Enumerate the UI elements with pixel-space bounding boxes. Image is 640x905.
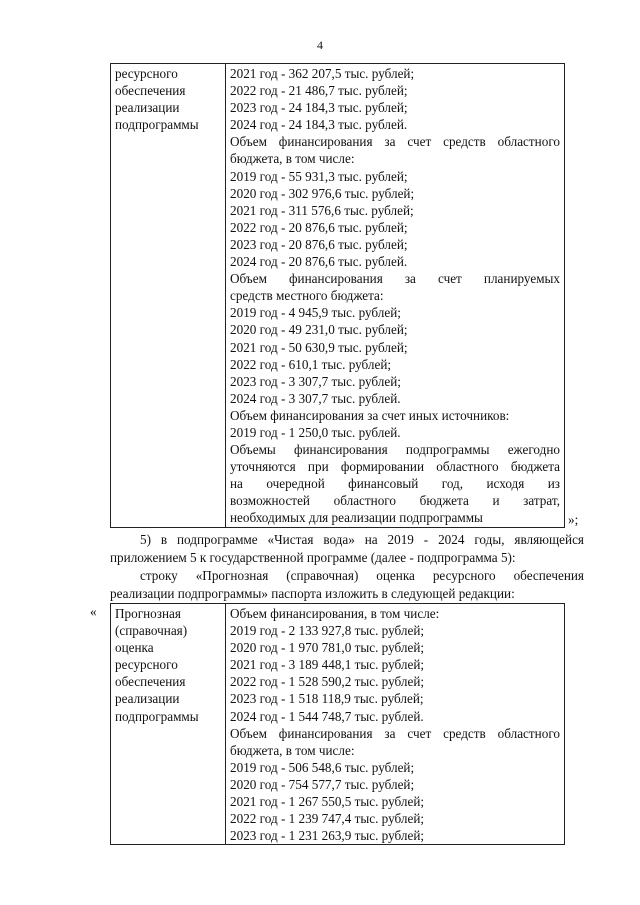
- financing-table-subprogram-4: [110, 63, 565, 528]
- table1-value-line: 2019 год - 4 945,9 тыс. рублей;: [230, 305, 401, 321]
- table2-value-line: 2021 год - 3 189 448,1 тыс. рублей;: [230, 657, 425, 673]
- opening-quote: «: [90, 604, 97, 619]
- table2-value-line: 2023 год - 1 231 263,9 тыс. рублей;: [230, 828, 425, 844]
- paragraph-row-instruction: [110, 567, 584, 602]
- table2-label-line: обеспечения: [115, 674, 186, 690]
- table1-label-line: подпрограммы: [115, 117, 199, 133]
- table1-value-line: Объемы финансирования подпрограммы ежегодно: [230, 442, 560, 458]
- table1-value-line: уточняются при формировании областного бюджета: [230, 459, 560, 475]
- table2-value-line: 2022 год - 1 528 590,2 тыс. рублей;: [230, 674, 425, 690]
- table1-value-line: Объем финансирования за счет планируемых: [230, 271, 560, 287]
- table1-value-line: 2019 год - 1 250,0 тыс. рублей.: [230, 424, 401, 440]
- paragraph-line: строку «Прогнозная (справочная) оценка ресурсного обеспечения: [140, 568, 584, 583]
- table1-value-line: 2019 год - 55 931,3 тыс. рублей;: [230, 168, 408, 184]
- table1-value-line: 2021 год - 311 576,6 тыс. рублей;: [230, 202, 414, 218]
- closing-quote: »;: [568, 512, 579, 527]
- table1-value-line: 2022 год - 21 486,7 тыс. рублей;: [230, 83, 408, 99]
- table1-value-line: на очередной финансовый год, исходя из: [230, 476, 560, 492]
- table1-value-line: 2024 год - 20 876,6 тыс. рублей.: [230, 254, 408, 270]
- table2-value-line: бюджета, в том числе:: [230, 742, 355, 758]
- table2-label-line: оценка: [115, 640, 154, 656]
- table1-value-line: 2023 год - 20 876,6 тыс. рублей;: [230, 236, 408, 252]
- table1-label-line: реализации: [115, 100, 180, 116]
- paragraph-subprogram-5: [110, 531, 584, 566]
- table2-label-line: (справочная): [115, 623, 188, 639]
- table2-value-line: 2019 год - 2 133 927,8 тыс. рублей;: [230, 623, 425, 639]
- table2-value-cell: [226, 604, 565, 845]
- table1-value-line: 2022 год - 20 876,6 тыс. рублей;: [230, 219, 408, 235]
- financing-table-subprogram-5: [110, 603, 565, 845]
- table1-value-cell: [226, 64, 565, 528]
- table1-value-line: 2024 год - 3 307,7 тыс. рублей.: [230, 390, 401, 406]
- table1-value-line: 2021 год - 362 207,5 тыс. рублей;: [230, 66, 415, 81]
- paragraph-line: реализации подпрограммы» паспорта изложить в следующей редакции:: [110, 585, 515, 601]
- table2-value-line: Объем финансирования, в том числе:: [230, 606, 440, 621]
- table2-label-line: Прогнозная: [115, 606, 181, 621]
- paragraph-line: 5) в подпрограмме «Чистая вода» на 2019 - 2024 годы, являющейся: [140, 532, 584, 547]
- table2-value-line: 2020 год - 1 970 781,0 тыс. рублей;: [230, 640, 425, 656]
- table1-value-line: 2020 год - 49 231,0 тыс. рублей;: [230, 322, 408, 338]
- table1-value-line: 2021 год - 50 630,9 тыс. рублей;: [230, 339, 408, 355]
- table2-value-line: 2019 год - 506 548,6 тыс. рублей;: [230, 759, 415, 775]
- table1-label-line: обеспечения: [115, 83, 186, 99]
- table1-value-line: Объем финансирования за счет иных источников:: [230, 407, 510, 423]
- table2-label-line: подпрограммы: [115, 708, 199, 724]
- table2-value-line: 2020 год - 754 577,7 тыс. рублей;: [230, 776, 415, 792]
- table1-value-line: Объем финансирования за счет средств областного: [230, 134, 560, 150]
- table2-label-line: реализации: [115, 691, 180, 707]
- table1-value-line: средств местного бюджета:: [230, 288, 384, 304]
- table1-value-line: 2022 год - 610,1 тыс. рублей;: [230, 356, 392, 372]
- table1-value-line: 2024 год - 24 184,3 тыс. рублей.: [230, 117, 408, 133]
- table2-label-cell: [111, 604, 226, 845]
- table2-value-line: 2022 год - 1 239 747,4 тыс. рублей;: [230, 811, 425, 827]
- page-number: 4: [317, 38, 323, 52]
- table1-value-line: 2023 год - 24 184,3 тыс. рублей;: [230, 100, 408, 116]
- table2-value-line: 2023 год - 1 518 118,9 тыс. рублей;: [230, 691, 424, 707]
- table1-value-line: 2023 год - 3 307,7 тыс. рублей;: [230, 373, 401, 389]
- table2-label-line: ресурсного: [115, 657, 178, 673]
- table1-value-line: 2020 год - 302 976,6 тыс. рублей;: [230, 185, 415, 201]
- table1-value-line: необходимых для реализации подпрограммы: [230, 510, 483, 526]
- table2-value-line: 2021 год - 1 267 550,5 тыс. рублей;: [230, 794, 425, 810]
- table2-value-line: 2024 год - 1 544 748,7 тыс. рублей.: [230, 708, 424, 724]
- table1-label-line: ресурсного: [115, 66, 178, 81]
- table1-label-cell: [111, 64, 226, 528]
- paragraph-line: приложением 5 к государственной программе (далее - подпрограмма 5):: [110, 549, 516, 565]
- table1-value-line: бюджета, в том числе:: [230, 151, 355, 167]
- table2-value-line: Объем финансирования за счет средств областного: [230, 725, 560, 741]
- table1-value-line: возможностей областного бюджета и затрат,: [230, 493, 560, 509]
